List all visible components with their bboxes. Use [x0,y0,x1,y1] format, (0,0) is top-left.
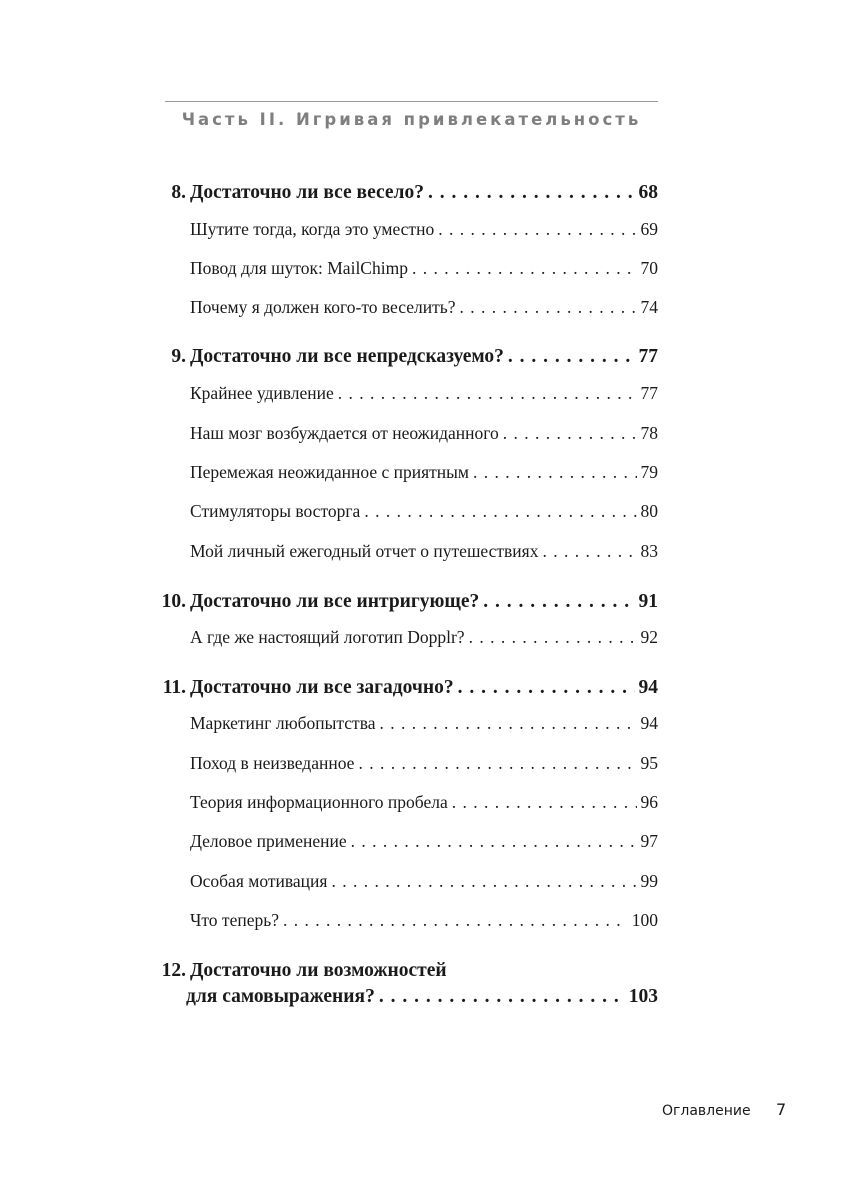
section-page: 70 [640,258,658,278]
section-page: 74 [640,297,658,317]
section-page: 78 [640,423,658,443]
section-page: 77 [640,383,658,403]
section-entry [190,541,658,562]
dot-leader [469,627,637,648]
dot-leader [508,346,635,368]
section-entry [190,501,658,522]
chapter-number: 9. [171,346,186,367]
section-entry [190,753,658,774]
section-title: Шутите тогда, когда это уместно [190,219,435,239]
section-title: Особая мотивация [190,871,328,891]
chapter-page: 103 [628,986,658,1007]
dot-leader [380,713,637,734]
dot-leader [473,462,637,483]
chapter-number: 10. [161,591,186,612]
chapter-page: 68 [638,182,658,203]
chapter-title: Достаточно ли все весело? [190,182,424,203]
section-title: Маркетинг любопытства [190,713,376,733]
chapter-title: Достаточно ли все загадочно? [190,677,454,698]
section-entry [190,910,658,931]
chapter-number: 12. [161,960,186,981]
section-page: 95 [640,753,658,773]
dot-leader [338,383,637,404]
chapter-10-entry [152,591,658,613]
chapter-12-entry [152,960,658,1008]
chapter-8-entry [152,182,658,204]
chapter-page: 77 [638,346,658,367]
section-title: Наш мозг возбуждается от неожиданного [190,423,499,443]
dot-leader [542,541,636,562]
section-page: 69 [640,219,658,239]
section-entry [190,627,658,648]
section-page: 97 [640,831,658,851]
footer-page-number: 7 [776,1100,787,1119]
dot-leader [459,297,636,318]
chapter-11-entry [152,677,658,699]
dot-leader [483,591,634,613]
chapter-9-entry [152,346,658,368]
footer-section-label: Оглавление [662,1103,751,1119]
chapter-page: 94 [638,677,658,698]
dot-leader [452,792,637,813]
section-title: Крайнее удивление [190,383,334,403]
dot-leader [503,423,637,444]
section-title: Мой личный ежегодный отчет о путешествиях [190,541,539,561]
section-page: 94 [640,713,658,733]
section-page: 83 [640,541,658,561]
chapter-number: 8. [171,182,186,203]
dot-leader [428,182,635,204]
dot-leader [358,753,636,774]
dot-leader [438,219,636,240]
section-title: Повод для шуток: MailChimp [190,258,408,278]
section-title: Что теперь? [190,910,279,930]
section-entry [190,792,658,813]
header-rule [165,101,658,102]
section-entry [190,219,658,240]
section-entry [190,462,658,483]
dot-leader [412,258,637,279]
section-title: А где же настоящий логотип Dopplr? [190,627,465,647]
section-page: 80 [640,501,658,521]
chapter-title: Достаточно ли все непредсказуемо? [190,346,504,367]
section-page: 96 [640,792,658,812]
section-entry [190,383,658,404]
section-entry [190,871,658,892]
section-entry [190,258,658,279]
chapter-title-line2: для самовыражения? [186,986,375,1007]
chapter-number: 11. [162,677,186,698]
section-title: Перемежая неожиданное с приятным [190,462,469,482]
dot-leader [331,871,636,892]
section-page: 100 [631,910,658,930]
section-entry [190,297,658,318]
dot-leader [364,501,636,522]
dot-leader [283,910,628,931]
dot-leader [351,831,637,852]
chapter-title-line1: Достаточно ли возможностей [190,960,447,981]
section-entry [190,423,658,444]
section-page: 79 [640,462,658,482]
part-title: Часть II. Игривая привлекательность [181,110,642,129]
section-title: Почему я должен кого-то веселить? [190,297,456,317]
section-title: Поход в неизведанное [190,753,355,773]
dot-leader [458,677,635,699]
section-page: 99 [640,871,658,891]
chapter-page: 91 [638,591,658,612]
section-page: 92 [640,627,658,647]
dot-leader [379,986,625,1008]
section-title: Стимуляторы восторга [190,501,361,521]
chapter-title: Достаточно ли все интригующе? [190,591,480,612]
section-title: Деловое применение [190,831,347,851]
section-entry [190,831,658,852]
section-title: Теория информационного пробела [190,792,448,812]
section-entry [190,713,658,734]
